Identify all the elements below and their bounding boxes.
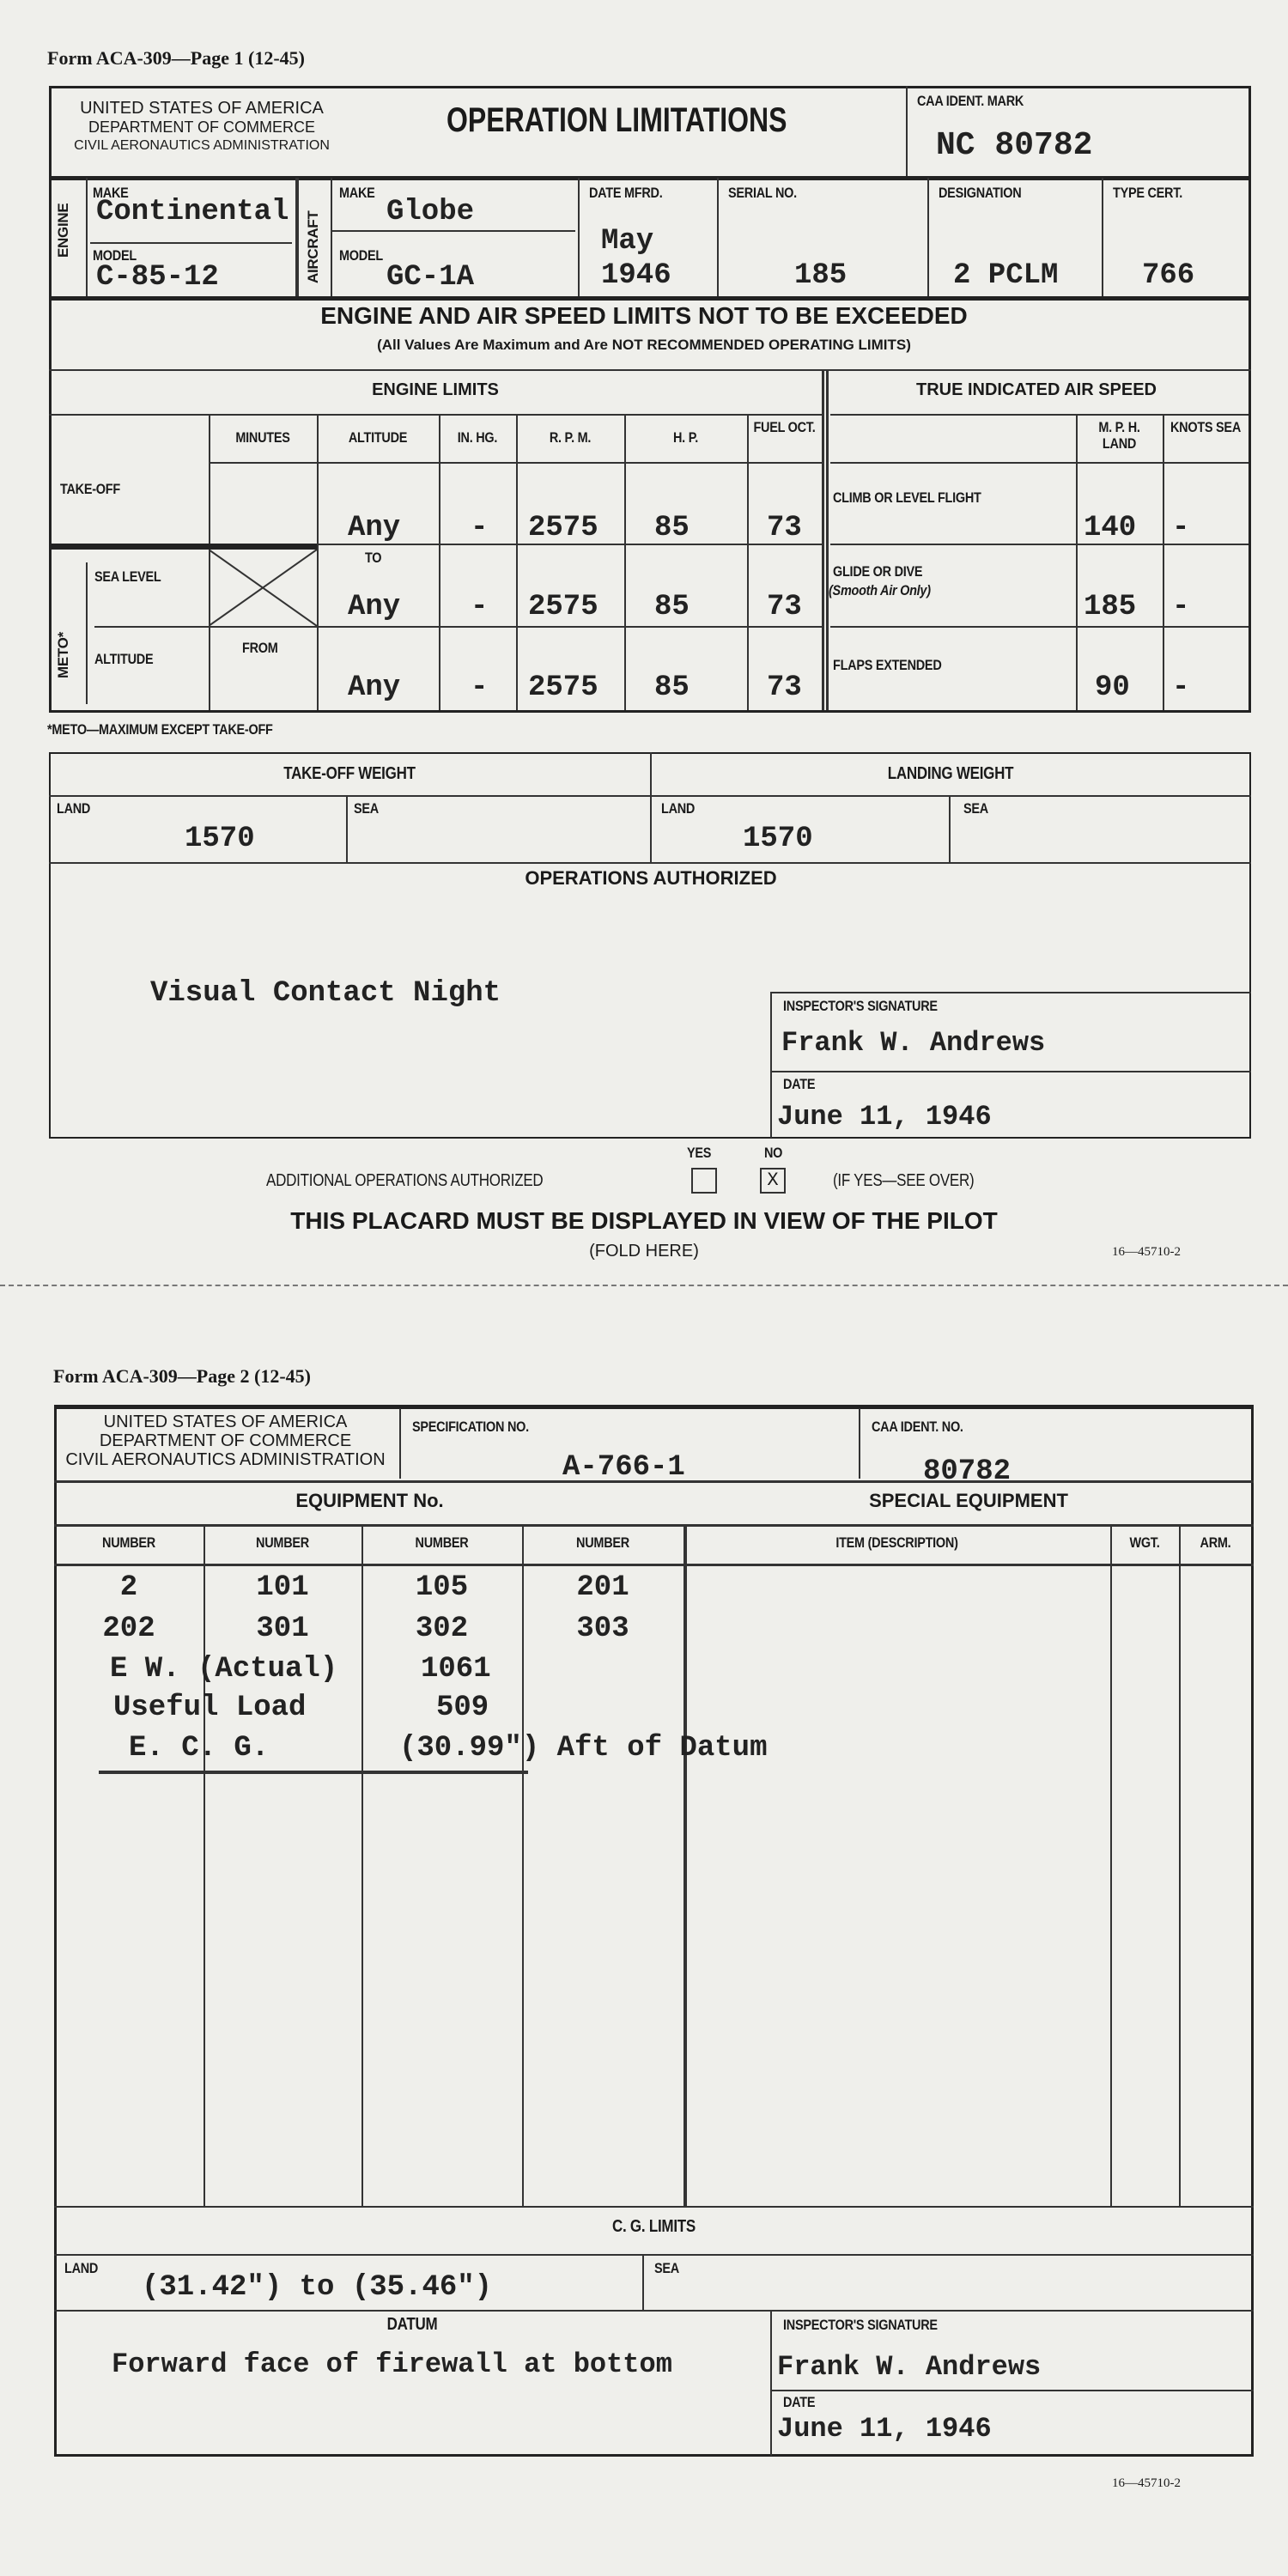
landing-sea-label: SEA — [963, 800, 988, 817]
equipment-number: 301 — [256, 1613, 309, 1645]
fold-line — [0, 1285, 1288, 1286]
date-mfrd-year: 1946 — [601, 259, 671, 292]
cg-sea-label: SEA — [654, 2260, 679, 2276]
landing-land-label: LAND — [661, 800, 696, 817]
row-altitude-label: ALTITUDE — [94, 651, 154, 667]
engine-label: ENGINE — [55, 203, 71, 258]
equipment-number: 2 — [119, 1571, 138, 1604]
altitude-fuel: 73 — [767, 671, 802, 704]
caa-value: 80782 — [923, 1455, 1012, 1488]
col-mph: M. P. H. LAND — [1098, 419, 1140, 452]
agency-line: UNITED STATES OF AMERICA — [80, 99, 324, 118]
cg-limits-title: C. G. LIMITS — [611, 2217, 696, 2236]
yes-checkbox[interactable] — [691, 1168, 717, 1194]
equipment-title: EQUIPMENT No. — [295, 1490, 444, 1511]
speed-glide-sub: (Smooth Air Only) — [829, 582, 931, 598]
sealevel-rpm: 2575 — [528, 591, 598, 623]
takeoff-rpm: 2575 — [528, 512, 598, 544]
col-hp: H. P. — [672, 429, 698, 446]
date-label-page2: DATE — [783, 2394, 816, 2410]
crossed-out-cell — [209, 550, 317, 626]
row-sealevel-label: SEA LEVEL — [94, 568, 161, 585]
speed-flaps-knots: - — [1172, 671, 1190, 704]
sealevel-fuel: 73 — [767, 591, 802, 623]
sealevel-altitude: Any — [348, 591, 401, 623]
takeoff-sea-label: SEA — [354, 800, 379, 817]
aircraft-model: GC-1A — [386, 261, 475, 294]
yes-label: YES — [687, 1145, 712, 1161]
row-takeoff-label: TAKE-OFF — [60, 481, 120, 497]
agency-block — [60, 99, 343, 155]
cg-land-value: (31.42") to (35.46") — [142, 2271, 493, 2304]
engine-model-label: MODEL — [93, 247, 137, 264]
agency-line: DEPARTMENT OF COMMERCE — [99, 1431, 352, 1450]
ops-title: OPERATIONS AUTHORIZED — [525, 867, 777, 889]
no-checkbox[interactable]: X — [760, 1168, 786, 1194]
meto-note: *METO—MAXIMUM EXCEPT TAKE-OFF — [47, 721, 273, 738]
placard-notice: THIS PLACARD MUST BE DISPLAYED IN VIEW OF THE PILOT — [290, 1207, 998, 1234]
useful-load-value: 509 — [436, 1692, 489, 1724]
altitude-rpm: 2575 — [528, 671, 598, 704]
speed-climb-mph: 140 — [1084, 512, 1137, 544]
type-cert-label: TYPE CERT. — [1113, 185, 1182, 201]
takeoff-fuel: 73 — [767, 512, 802, 544]
spec-value: A-766-1 — [562, 1451, 685, 1484]
agency-line: CIVIL AERONAUTICS ADMINISTRATION — [65, 1450, 386, 1469]
sealevel-hp: 85 — [654, 591, 690, 623]
equipment-number: 302 — [415, 1613, 469, 1645]
col-number-2: NUMBER — [256, 1534, 309, 1551]
equipment-number: 201 — [576, 1571, 629, 1604]
limits-title: ENGINE AND AIR SPEED LIMITS NOT TO BE EXCEEDED — [320, 302, 968, 329]
print-code: 16—45710-2 — [1112, 1245, 1181, 1259]
serial-label: SERIAL NO. — [728, 185, 797, 201]
landing-weight-label: LANDING WEIGHT — [887, 764, 1014, 783]
airspeed-title: TRUE INDICATED AIR SPEED — [915, 380, 1157, 399]
engine-model: C-85-12 — [96, 261, 219, 294]
to-label: TO — [365, 550, 382, 566]
from-label: FROM — [242, 640, 278, 656]
speed-flaps-label: FLAPS EXTENDED — [833, 657, 942, 673]
serial-value: 185 — [794, 259, 848, 292]
type-cert-value: 766 — [1142, 259, 1195, 292]
altitude-hp: 85 — [654, 671, 690, 704]
inspector-signature: Frank W. Andrews — [781, 1027, 1046, 1059]
useful-load-label: Useful Load — [113, 1692, 307, 1724]
datum-value: Forward face of firewall at bottom — [112, 2348, 672, 2380]
no-label: NO — [764, 1145, 783, 1161]
takeoff-inhg: - — [471, 512, 489, 544]
col-knots: KNOTS SEA — [1170, 419, 1241, 435]
spec-label: SPECIFICATION NO. — [412, 1419, 529, 1435]
aircraft-label: AIRCRAFT — [305, 210, 321, 283]
page-title: OPERATION LIMITATIONS — [447, 101, 787, 139]
speed-climb-label: CLIMB OR LEVEL FLIGHT — [833, 489, 981, 506]
inspector-signature-page2: Frank W. Andrews — [777, 2351, 1042, 2383]
agency-block-page2 — [60, 1413, 391, 1469]
engine-make-label: MAKE — [93, 185, 129, 201]
speed-glide-label: GLIDE OR DIVE — [833, 563, 923, 580]
takeoff-weight-label: TAKE-OFF WEIGHT — [283, 764, 416, 783]
col-rpm: R. P. M. — [549, 429, 592, 446]
altitude-altitude: Any — [348, 671, 401, 704]
aircraft-model-label: MODEL — [339, 247, 383, 264]
meto-label: METO* — [55, 632, 71, 678]
equipment-number: 303 — [576, 1613, 629, 1645]
col-minutes: MINUTES — [235, 429, 290, 446]
takeoff-land-label: LAND — [57, 800, 91, 817]
ecg-label: E. C. G. — [129, 1732, 270, 1765]
fold-here: (FOLD HERE) — [589, 1242, 699, 1261]
equipment-number: 101 — [256, 1571, 309, 1604]
additional-ops-label: ADDITIONAL OPERATIONS AUTHORIZED — [266, 1171, 544, 1190]
empty-weight-value: 1061 — [421, 1653, 491, 1686]
caa-ident-value: NC 80782 — [936, 127, 1093, 164]
col-fuel: FUEL OCT. — [753, 419, 816, 435]
col-inhg: IN. HG. — [457, 429, 498, 446]
sealevel-inhg: - — [471, 591, 489, 623]
caa-label: CAA IDENT. NO. — [872, 1419, 963, 1435]
altitude-inhg: - — [471, 671, 489, 704]
col-arm: ARM. — [1200, 1534, 1231, 1551]
col-number-3: NUMBER — [415, 1534, 469, 1551]
col-wgt: WGT. — [1129, 1534, 1160, 1551]
limits-box — [49, 299, 1251, 713]
speed-flaps-mph: 90 — [1095, 671, 1130, 704]
date-label: DATE — [783, 1076, 816, 1092]
inspector-label-page2: INSPECTOR'S SIGNATURE — [783, 2317, 938, 2333]
col-item-description: ITEM (DESCRIPTION) — [835, 1534, 958, 1551]
date-value-page2: June 11, 1946 — [777, 2413, 992, 2445]
col-number-4: NUMBER — [576, 1534, 629, 1551]
designation-label: DESIGNATION — [939, 185, 1022, 201]
form-id: Form ACA-309—Page 1 (12-45) — [47, 47, 305, 69]
takeoff-hp: 85 — [654, 512, 690, 544]
equipment-number: 202 — [102, 1613, 155, 1645]
agency-line: DEPARTMENT OF COMMERCE — [88, 118, 315, 136]
aircraft-make-label: MAKE — [339, 185, 375, 201]
engine-limits-title: ENGINE LIMITS — [372, 380, 499, 399]
col-altitude: ALTITUDE — [348, 429, 408, 446]
date-mfrd-month: May — [601, 225, 654, 258]
col-number-1: NUMBER — [102, 1534, 155, 1551]
if-yes-note: (IF YES—SEE OVER) — [833, 1171, 975, 1190]
ecg-value: (30.99") Aft of Datum — [399, 1732, 768, 1765]
agency-line: CIVIL AERONAUTICS ADMINISTRATION — [74, 138, 330, 153]
designation-value: 2 PCLM — [953, 259, 1059, 292]
agency-line: UNITED STATES OF AMERICA — [103, 1413, 348, 1431]
takeoff-land-value: 1570 — [185, 823, 255, 855]
ops-value: Visual Contact Night — [150, 977, 501, 1010]
speed-climb-knots: - — [1172, 512, 1190, 544]
caa-ident-label: CAA IDENT. MARK — [917, 93, 1024, 109]
empty-weight-label: E W. (Actual) — [110, 1653, 338, 1686]
speed-glide-knots: - — [1172, 591, 1190, 623]
datum-label: DATUM — [386, 2315, 438, 2334]
print-code-page2: 16—45710-2 — [1112, 2476, 1181, 2490]
date-value: June 11, 1946 — [777, 1101, 992, 1133]
date-mfrd-label: DATE MFRD. — [589, 185, 663, 201]
landing-land-value: 1570 — [743, 823, 813, 855]
equipment-number: 105 — [415, 1571, 469, 1604]
speed-glide-mph: 185 — [1084, 591, 1137, 623]
special-equipment-title: SPECIAL EQUIPMENT — [869, 1490, 1068, 1511]
takeoff-altitude: Any — [348, 512, 401, 544]
limits-subtitle: (All Values Are Maximum and Are NOT RECOMMENDED OPERATING LIMITS) — [377, 337, 911, 353]
inspector-label: INSPECTOR'S SIGNATURE — [783, 998, 938, 1014]
form-id-page2: Form ACA-309—Page 2 (12-45) — [53, 1365, 311, 1387]
engine-make: Continental — [96, 196, 289, 228]
cg-land-label: LAND — [64, 2260, 99, 2276]
aircraft-make: Globe — [386, 196, 475, 228]
